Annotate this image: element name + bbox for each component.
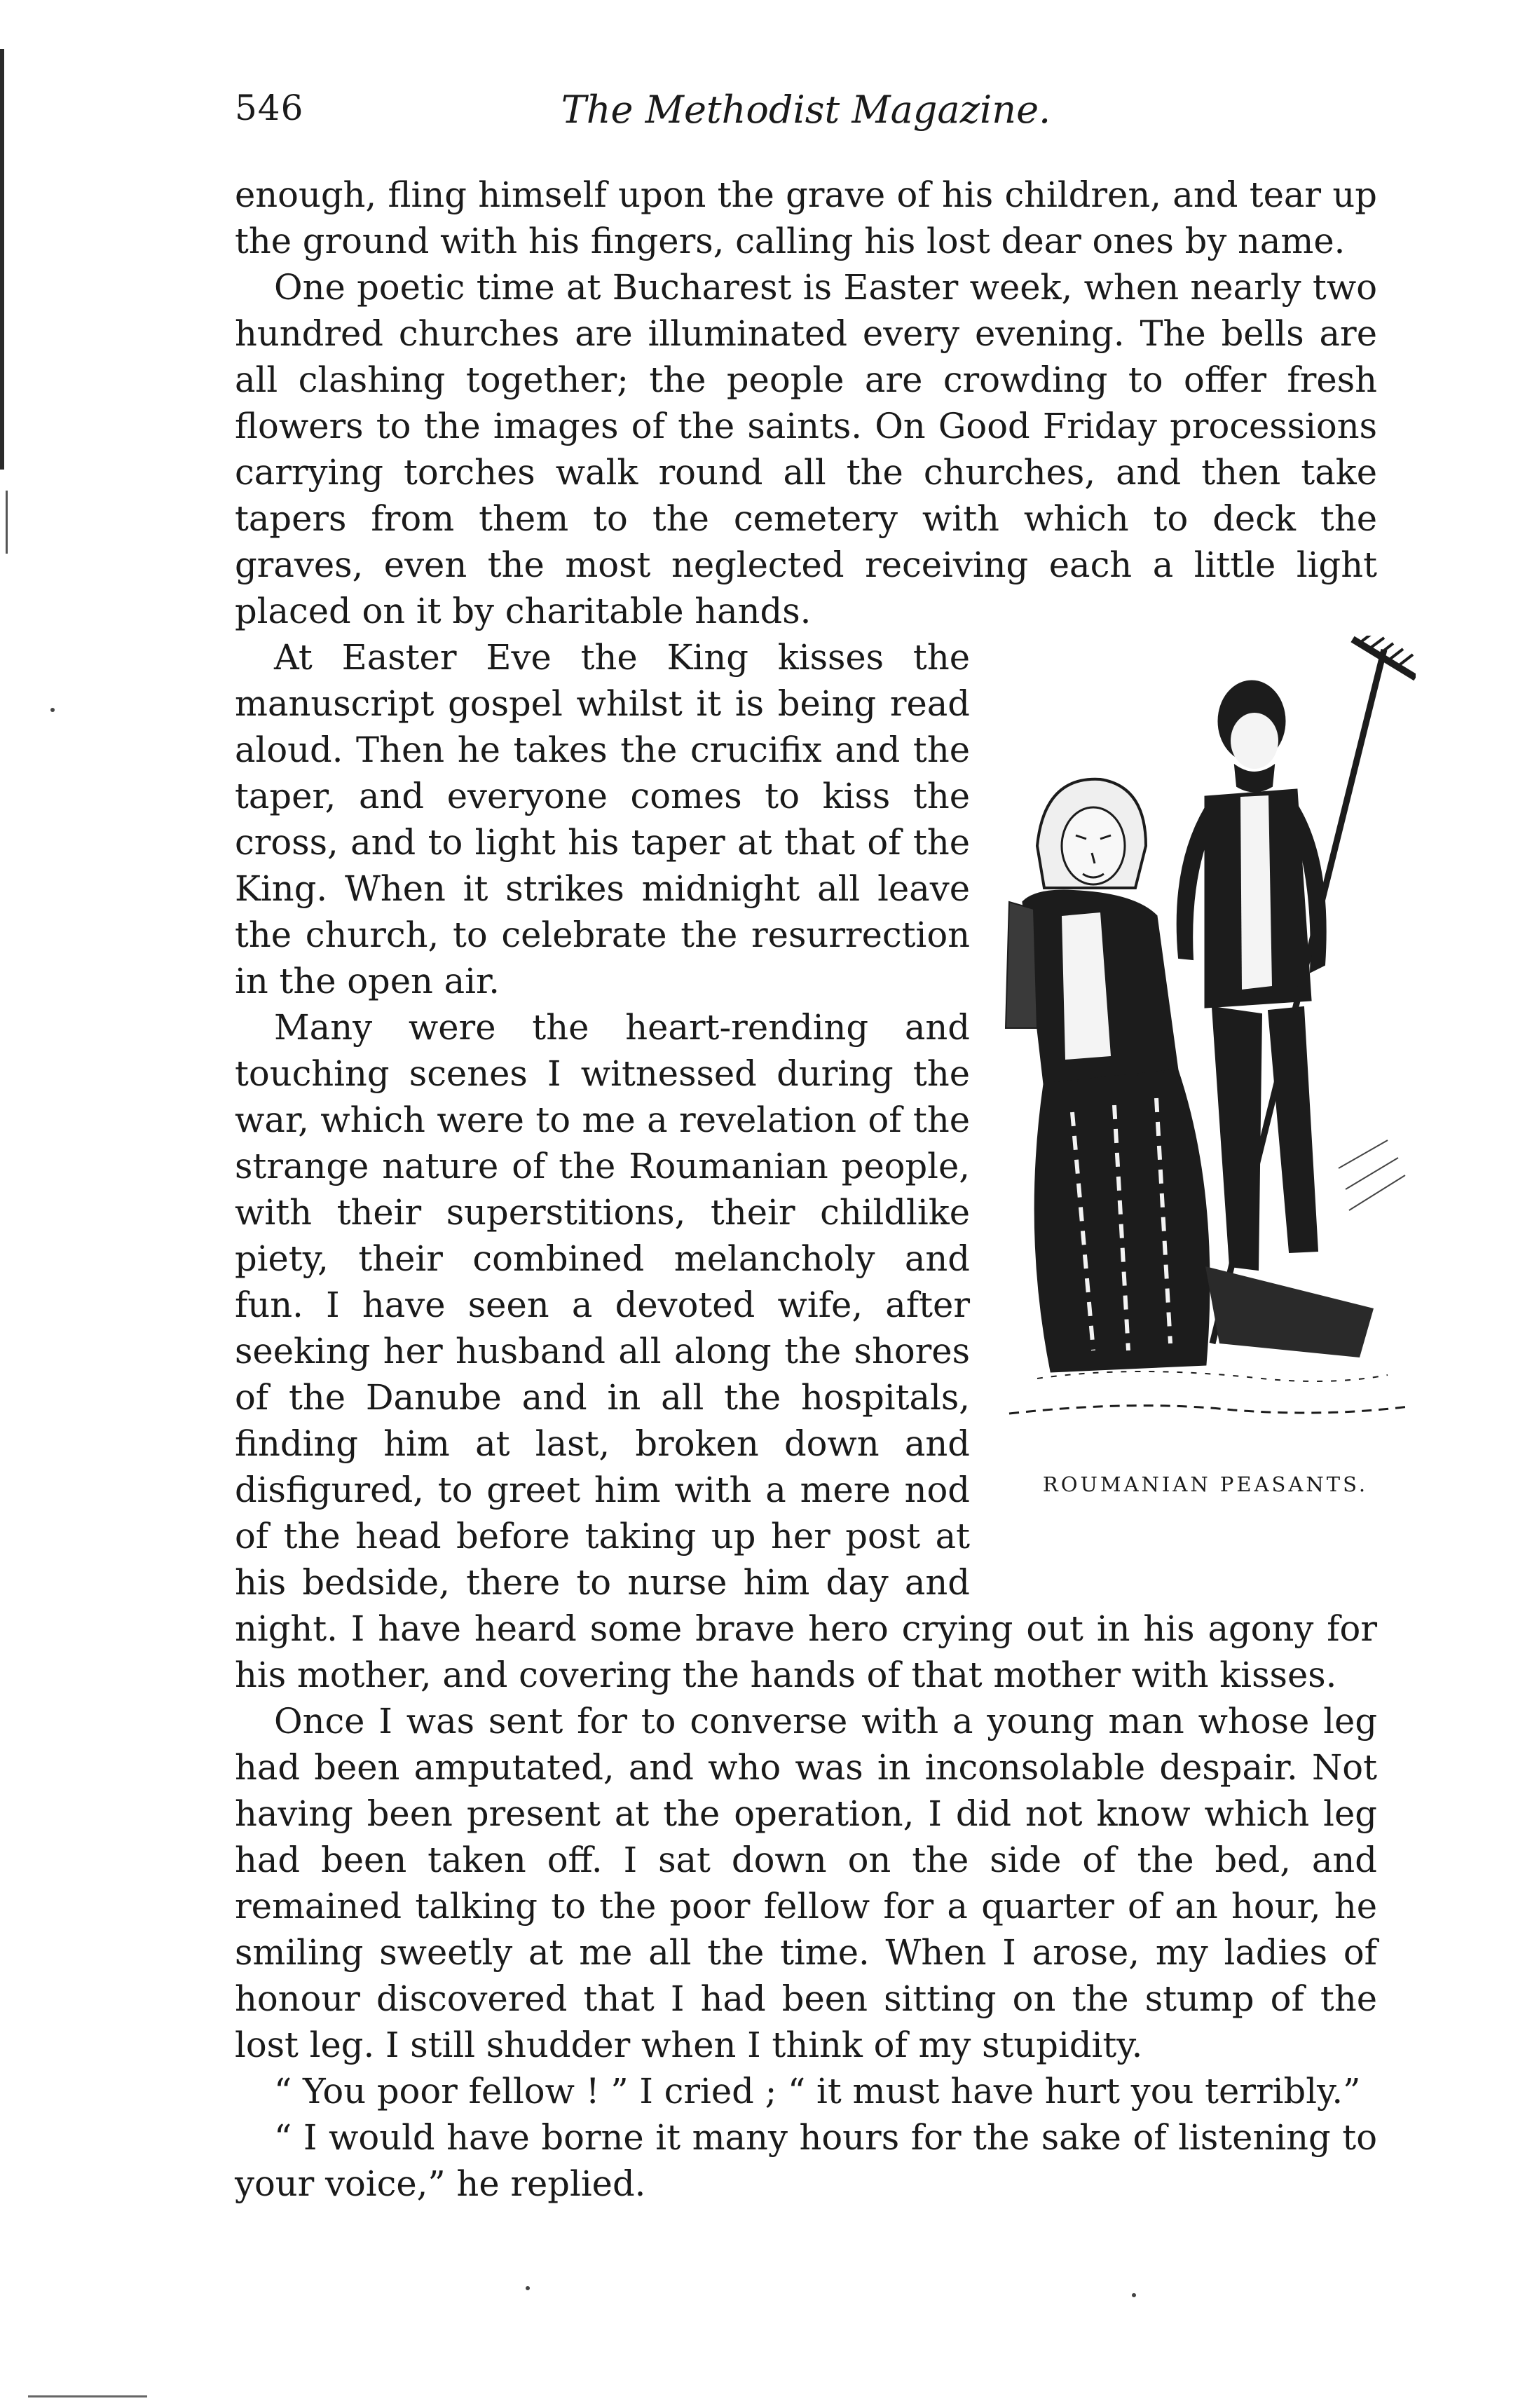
page-header [235,88,1377,137]
paragraph-2: One poetic time at Bucharest is Easter week, when nearly two hundred churches are illuminated every evening. The bells are all clashing together; the people are crowding to offer fresh flowers to the images of the saints. On Good Friday processions carrying torches walk round all the churches, and then take tapers from them to the cemetery with which to deck the graves, even the most neglected receiving each a little light placed on it by charitable hands. [235,267,1377,631]
figure-caption: ROUMANIAN PEASANTS. [1042,1472,1369,1496]
page-edge-rule [0,49,4,470]
paragraph-7: “ I would have borne it many hours for the sake of listening to your voice,” he replied. [235,2117,1377,2204]
paragraph-3: At Easter Eve the King kisses the manuscript gospel whilst it is being read aloud. Then he takes the crucifix and the taper, and everyone comes to kiss the cross, and to light his taper at that of the King. When it strikes midnight all leave the church, to celebrate the resurrection in the open air. [235,637,970,1001]
paragraph-1: enough, fling himself upon the grave of his children, and tear up the ground with his fingers, calling his lost dear ones by name. [235,175,1377,261]
running-title: The Methodist Magazine. [561,88,1051,132]
peasants-engraving [995,636,1416,1540]
print-speck [1132,2293,1136,2297]
page-number: 546 [235,88,304,128]
figure-roumanian-peasants [995,636,1416,1589]
paragraph-4: Many were the heart-rending and touching scenes I witnessed during the war, which were to me a revelation of the strange nature of the Roumanian people, with their superstitions, their childlike piety, their combined melancholy and fun. I have seen a devoted wife, after seeking her husband all along the shores of the Danube and in all the hospitals, finding him at last, broken down and disfigured, to greet him with a mere nod of the head before taking up her post at his bedside, there to nurse him day and night. I have heard some brave hero crying out in his agony for his mother, and covering the hands of that mother with kisses. [235,1007,1377,1695]
body-text-column [235,172,1377,2207]
footer-rule [28,2395,147,2397]
paragraph-5: Once I was sent for to converse with a young man whose leg had been amputated, and who was in inconsolable despair. Not having been present at the operation, I did not know which leg had been taken off. I sat down on the side of the bed, and remained talking to the poor fellow for a quarter of an hour, he smiling sweetly at me all the time. When I arose, my ladies of honour discovered that I had been sitting on the stump of the lost leg. I still shudder when I think of my stupidity. [235,1701,1377,2065]
print-speck [526,2286,530,2290]
print-speck [50,708,55,712]
paragraph-6: “ You poor fellow ! ” I cried ; “ it must have hurt you terribly.” [274,2071,1361,2112]
page-edge-mark [6,491,8,554]
